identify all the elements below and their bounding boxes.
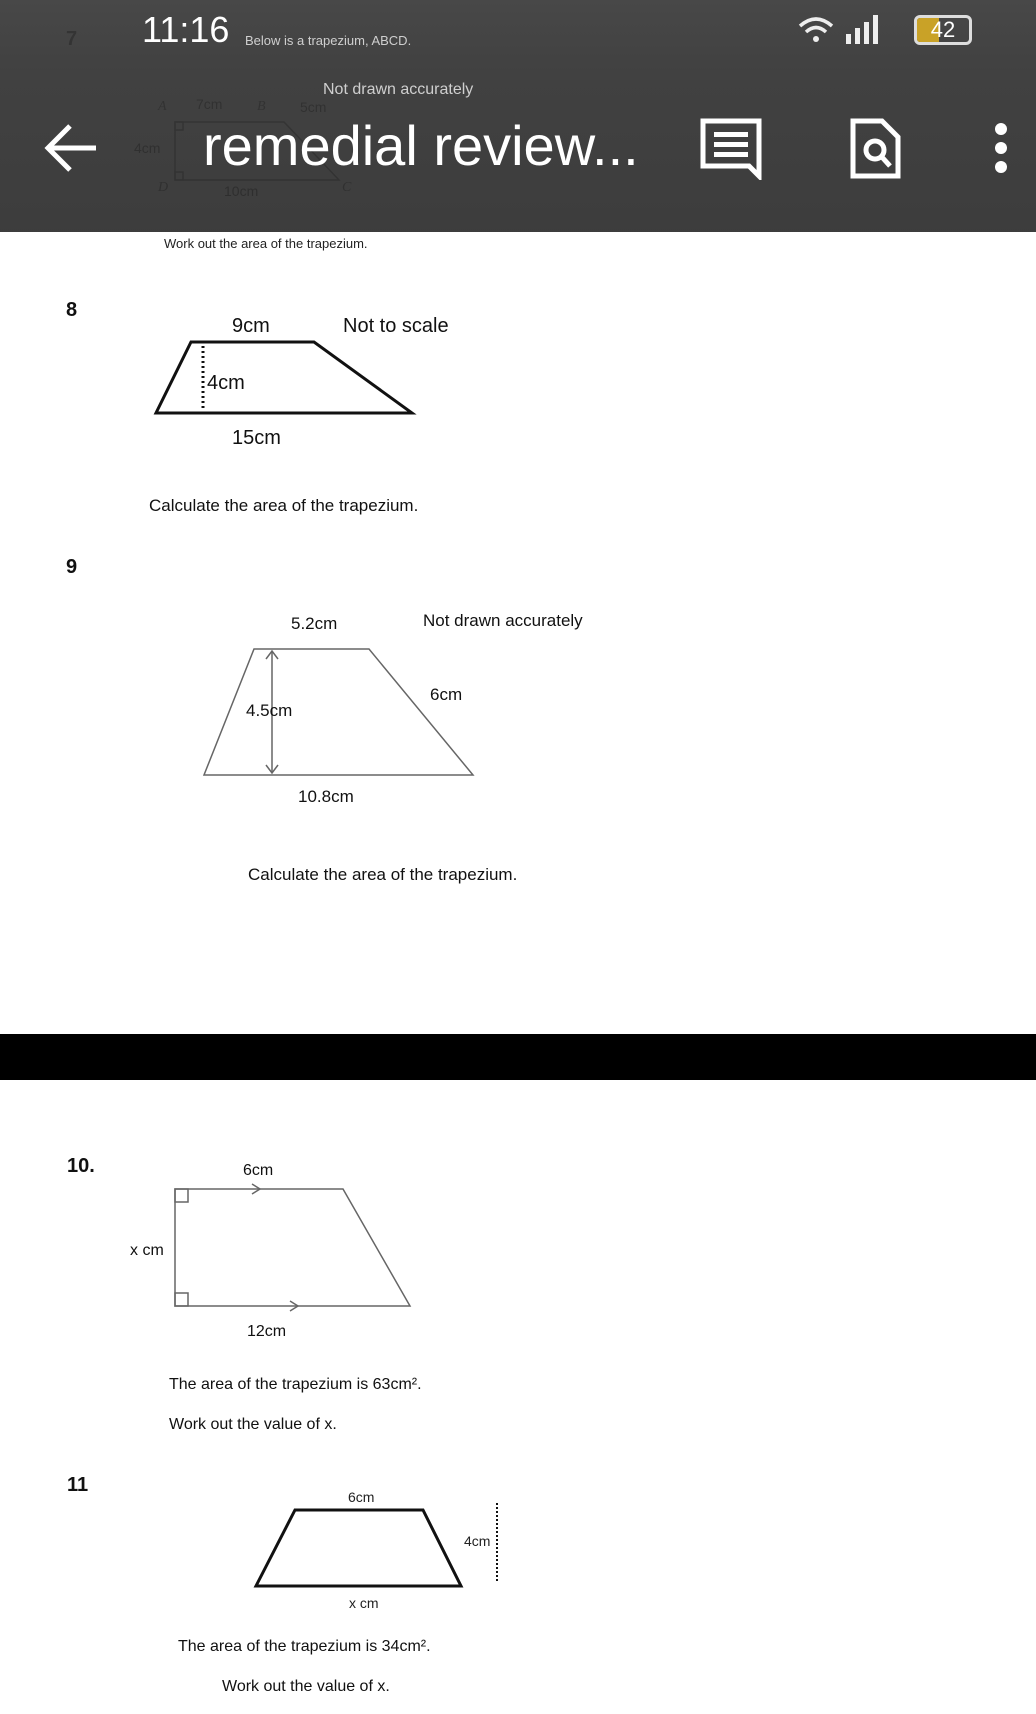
label-height: 4cm [464,1533,491,1549]
label-bottom: x cm [349,1595,379,1611]
status-icons [796,12,906,48]
question-number: 11 [67,1474,89,1496]
more-vertical-icon[interactable] [990,122,1012,174]
document-title: remedial review... [203,114,639,177]
question-prompt: Work out the value of x. [169,1416,337,1433]
label-left: x cm [130,1242,164,1259]
page-separator [0,1034,1036,1080]
q8-trapezium [156,342,412,413]
label-height: 4cm [207,372,245,394]
question-prompt: Work out the area of the trapezium. [164,236,368,251]
label-bottom: 10.8cm [298,787,354,806]
question-prompt: Calculate the area of the trapezium. [248,865,518,884]
search-document-icon[interactable] [850,118,902,180]
question-number: 8 [66,299,78,321]
question-prompt: Work out the value of x. [222,1678,390,1695]
label-top: 6cm [348,1489,375,1505]
q9-trapezium [204,649,473,775]
label-top: 9cm [232,315,270,337]
status-time: 11:16 [142,9,230,50]
not-drawn-note: Not drawn accurately [323,81,474,98]
label-top: 5.2cm [291,614,338,633]
comment-icon[interactable] [700,118,764,180]
question-given: The area of the trapezium is 63cm². [169,1376,422,1393]
label-top: 6cm [243,1162,274,1179]
wifi-icon [800,19,832,42]
label-bottom: 15cm [232,427,281,449]
battery-icon [914,15,972,45]
label-slant: 6cm [430,685,463,704]
app-bar [0,0,1036,232]
signal-icon [846,15,878,44]
question-number: 10. [67,1155,95,1177]
question-prompt: Calculate the area of the trapezium. [149,496,419,515]
q10-trapezium [175,1184,410,1311]
question-given: The area of the trapezium is 34cm². [178,1638,431,1655]
not-drawn-note: Not drawn accurately [423,611,583,630]
battery-level: 42 [930,17,956,42]
question-intro: Below is a trapezium, ABCD. [245,33,412,48]
label-height: 4.5cm [246,701,293,720]
q11-trapezium [256,1510,461,1586]
arrow-left-icon[interactable] [44,122,100,174]
question-number: 9 [66,556,78,578]
not-to-scale-note: Not to scale [343,315,449,337]
label-bottom: 12cm [247,1323,287,1340]
